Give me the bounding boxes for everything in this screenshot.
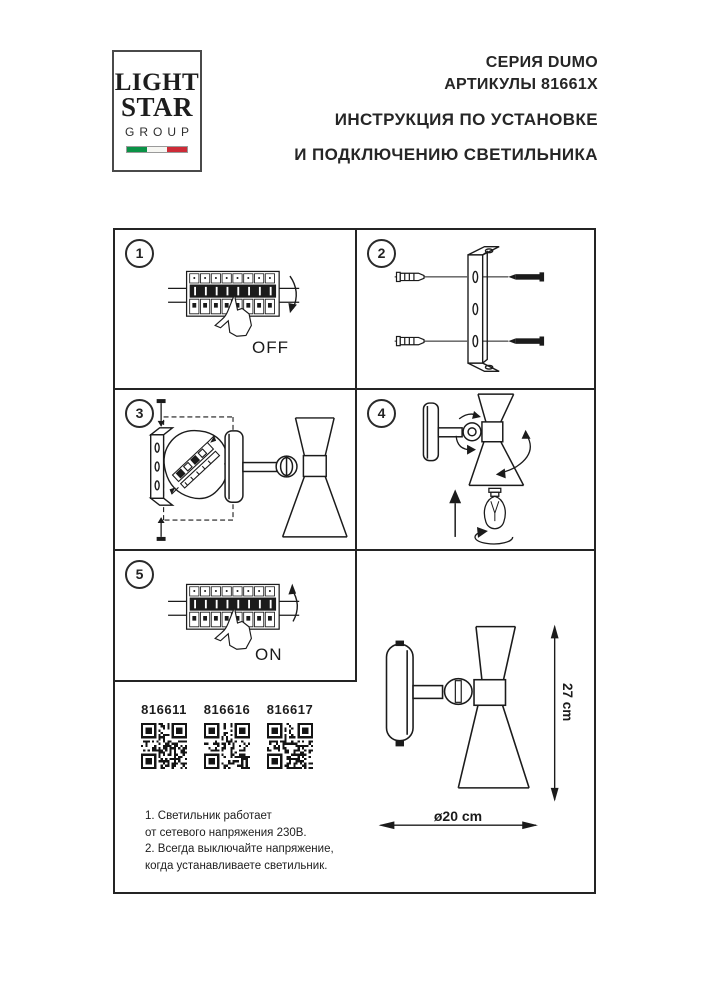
note-line: от сетевого напряжения 230В. <box>145 826 307 839</box>
articles-and-notes-region <box>115 682 357 892</box>
instruction-title-line1: ИНСТРУКЦИЯ ПО УСТАНОВКЕ <box>334 110 598 129</box>
height-dimension-line <box>551 625 559 802</box>
logo-word-group: GROUP <box>124 125 194 139</box>
mounting-screw-icon <box>483 272 544 345</box>
bulb-icon <box>484 488 505 528</box>
article-number: 816616 <box>203 702 251 717</box>
instruction-title-line2: И ПОДКЛЮЧЕНИЮ СВЕТИЛЬНИКА <box>294 145 598 164</box>
adjust-and-bulb-illustration <box>358 391 594 548</box>
flag-white <box>147 147 167 152</box>
step-1-number: 1 <box>125 239 154 268</box>
step-4-panel <box>357 390 594 551</box>
series-label: СЕРИЯ DUMO <box>485 54 598 71</box>
wiring-connection-illustration <box>116 391 352 548</box>
step-5-panel <box>115 551 357 682</box>
logo-word-light: LIGHT <box>114 69 200 96</box>
step-5-number: 5 <box>125 560 154 589</box>
qr-code-icon <box>267 723 313 769</box>
bracket-mounting-illustration <box>369 236 589 382</box>
step-3-number: 3 <box>125 399 154 428</box>
safety-notes <box>145 808 334 874</box>
dimensions-drawing-region <box>357 551 594 892</box>
italian-flag-stripe <box>126 146 188 153</box>
lightstar-logo <box>112 50 202 172</box>
step-1-panel <box>115 230 357 390</box>
article-qr-816616 <box>202 702 252 774</box>
on-label: ON <box>255 645 283 664</box>
flag-red <box>167 147 187 152</box>
step-2-number: 2 <box>367 239 396 268</box>
step-2-panel <box>357 230 594 390</box>
qr-code-icon <box>204 723 250 769</box>
lamp-dimensions-illustration <box>357 551 594 892</box>
qr-codes-row <box>139 702 315 774</box>
note-line: 1. Светильник работает <box>145 810 272 822</box>
note-line: когда устанавливаете светильник. <box>145 859 328 872</box>
article-qr-816611 <box>139 702 189 774</box>
breaker-on-illustration <box>160 569 315 677</box>
diameter-dimension-label: ø20 cm <box>433 808 483 824</box>
off-label: OFF <box>252 338 289 357</box>
note-line: 2. Всегда выключайте напряжение, <box>145 843 334 855</box>
height-dimension-label: 27 cm <box>560 683 575 722</box>
article-number: 816611 <box>141 702 187 717</box>
logo-word-star: STAR <box>120 92 194 122</box>
article-qr-816617 <box>265 702 315 774</box>
step-4-number: 4 <box>367 399 396 428</box>
qr-code-icon <box>141 723 187 769</box>
header-titles <box>294 52 598 166</box>
flag-green <box>127 147 147 152</box>
articles-label: АРТИКУЛЫ 81661X <box>444 76 598 93</box>
wall-anchor-icon <box>395 272 467 345</box>
step-3-panel <box>115 390 357 551</box>
steps-table <box>113 228 596 894</box>
article-number: 816617 <box>266 702 314 717</box>
breaker-off-illustration <box>160 256 315 364</box>
